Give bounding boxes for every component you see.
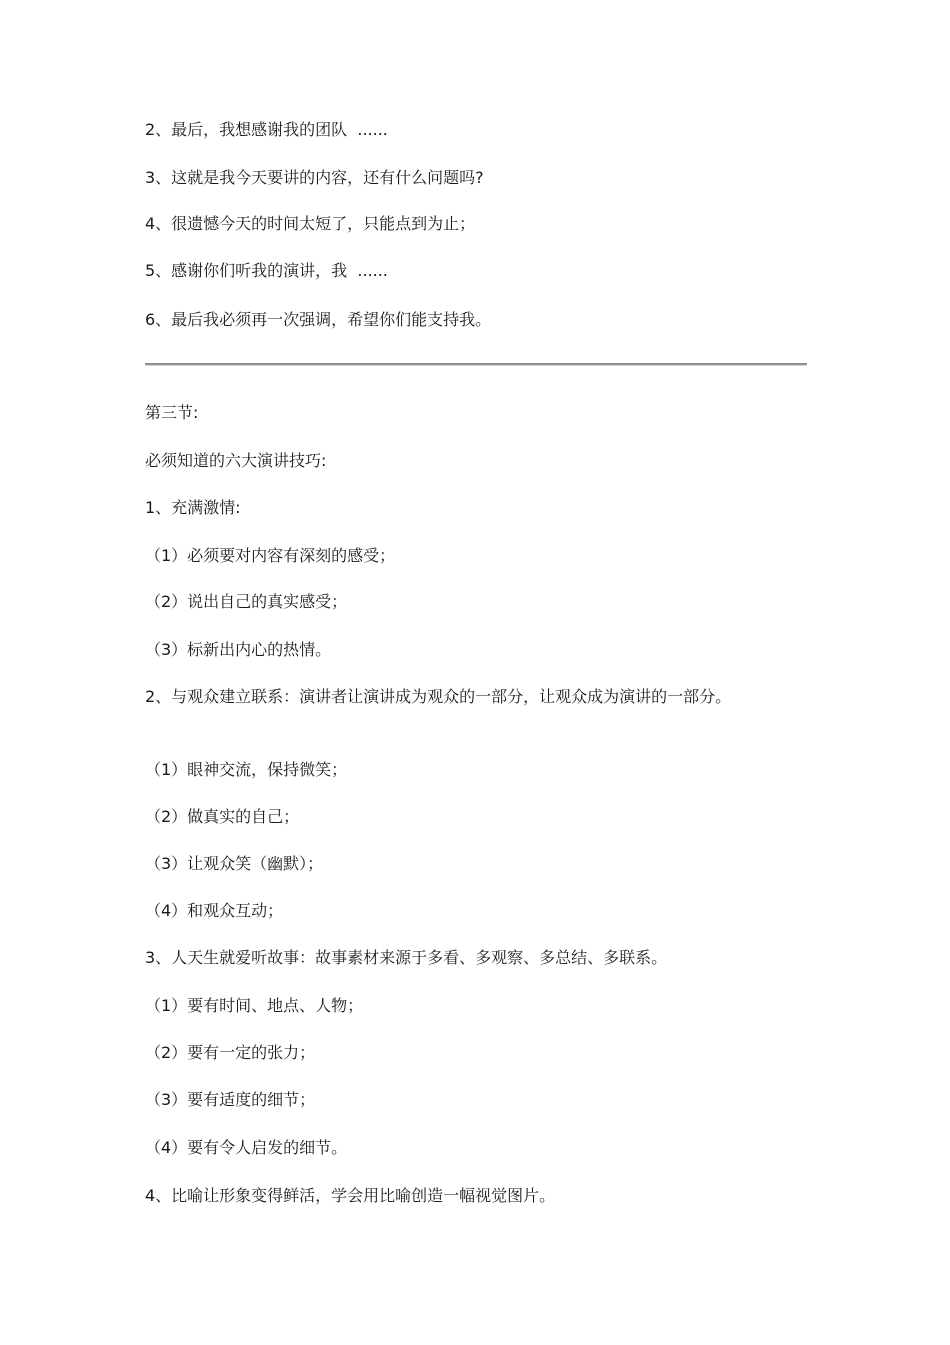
closing-line-2: 2、最后，我想感谢我的团队 ...... (145, 120, 388, 139)
tip-3-item-4: （4）要有令人启发的细节。 (145, 1138, 348, 1157)
section-divider (145, 363, 807, 366)
section-heading: 第三节: (145, 403, 199, 422)
closing-line-6: 6、最后我必须再一次强调，希望你们能支持我。 (145, 310, 492, 329)
tip-2-item-2: （2）做真实的自己； (145, 807, 300, 826)
closing-line-3: 3、这就是我今天要讲的内容，还有什么问题吗? (145, 168, 484, 187)
tip-2-item-1: （1）眼神交流，保持微笑； (145, 760, 348, 779)
closing-line-5: 5、感谢你们听我的演讲，我 ...... (145, 261, 388, 280)
tip-1-title: 1、充满激情: (145, 498, 241, 517)
tip-3-title: 3、人天生就爱听故事：故事素材来源于多看、多观察、多总结、多联系。 (145, 948, 668, 967)
tip-1-item-2: （2）说出自己的真实感受； (145, 592, 348, 611)
section-subheading: 必须知道的六大演讲技巧: (145, 451, 327, 470)
tip-1-item-1: （1）必须要对内容有深刻的感受； (145, 546, 396, 565)
tip-2-item-3: （3）让观众笑（幽默）； (145, 854, 324, 873)
tip-3-item-2: （2）要有一定的张力； (145, 1043, 316, 1062)
tip-1-item-3: （3）标新出内心的热情。 (145, 640, 332, 659)
closing-line-4: 4、很遗憾今天的时间太短了，只能点到为止； (145, 214, 476, 233)
tip-2-item-4: （4）和观众互动； (145, 901, 284, 920)
tip-3-item-3: （3）要有适度的细节； (145, 1090, 316, 1109)
tip-2-title: 2、与观众建立联系：演讲者让演讲成为观众的一部分，让观众成为演讲的一部分。 (145, 687, 732, 706)
tip-4-title: 4、比喻让形象变得鲜活，学会用比喻创造一幅视觉图片。 (145, 1186, 556, 1205)
tip-3-item-1: （1）要有时间、地点、人物； (145, 996, 364, 1015)
